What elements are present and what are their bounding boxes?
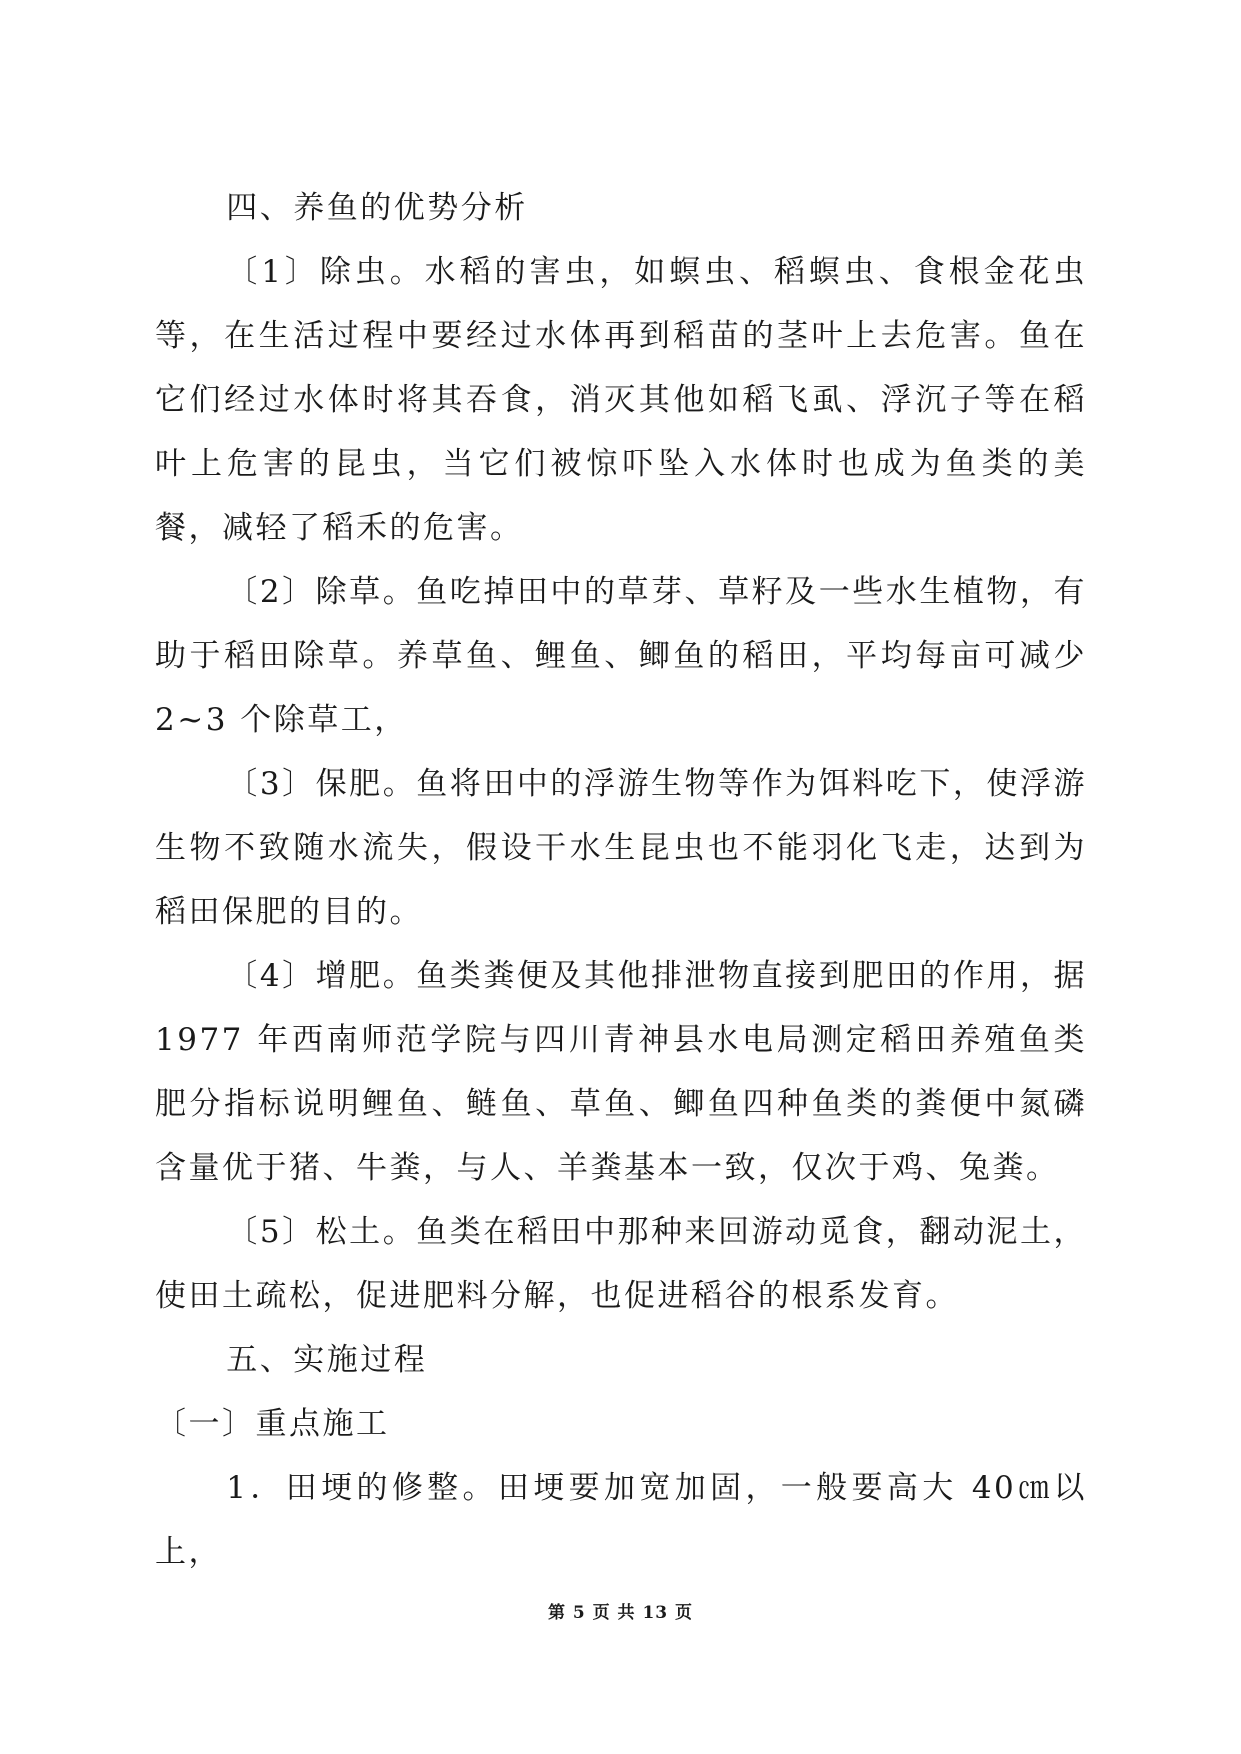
paragraph-fertility-retention: 〔3〕保肥。鱼将田中的浮游生物等作为饵料吃下，使浮游生物不致随水流失，假设干水生昆虫也不能羽化飞走，达到为稻田保肥的目的。 — [155, 766, 1087, 930]
section-heading-implementation: 五、实施过程 — [226, 1342, 428, 1378]
paragraph-ridge-repair: 1．田埂的修整。田埂要加宽加固，一般要高大 40㎝以上， — [155, 1470, 1087, 1570]
paragraph-fertility-increase: 〔4〕增肥。鱼类粪便及其他排泄物直接到肥田的作用，据 1977 年西南师范学院与四川青神县水电局测定稻田养殖鱼类肥分指标说明鲤鱼、鲢鱼、草鱼、鲫鱼四种鱼类的粪便中氮磷含量优于猪、牛粪，与人、羊粪基本一致，仅次于鸡、兔粪。 — [155, 958, 1087, 1186]
paragraph-soil-loosening: 〔5〕松土。鱼类在稻田中那种来回游动觅食，翻动泥土，使田土疏松，促进肥料分解，也促进稻谷的根系发育。 — [155, 1214, 1087, 1314]
paragraph-pest-control: 〔1〕除虫。水稻的害虫，如螟虫、稻螟虫、食根金花虫等，在生活过程中要经过水体再到稻苗的茎叶上去危害。鱼在它们经过水体时将其吞食，消灭其他如稻飞虱、浮沉子等在稻叶上危害的昆虫，当它们被惊吓坠入水体时也成为鱼类的美餐，减轻了稻禾的危害。 — [155, 254, 1087, 546]
section-heading-advantages: 四、养鱼的优势分析 — [226, 190, 528, 226]
page-footer: 第 5 页 共 13 页 — [547, 1603, 694, 1623]
document-body — [155, 176, 1087, 1584]
subsection-heading-construction: 〔一〕重点施工 — [155, 1406, 390, 1442]
paragraph-weed-control: 〔2〕除草。鱼吃掉田中的草芽、草籽及一些水生植物，有助于稻田除草。养草鱼、鲤鱼、鲫鱼的稻田，平均每亩可减少 2~3 个除草工， — [155, 574, 1087, 738]
